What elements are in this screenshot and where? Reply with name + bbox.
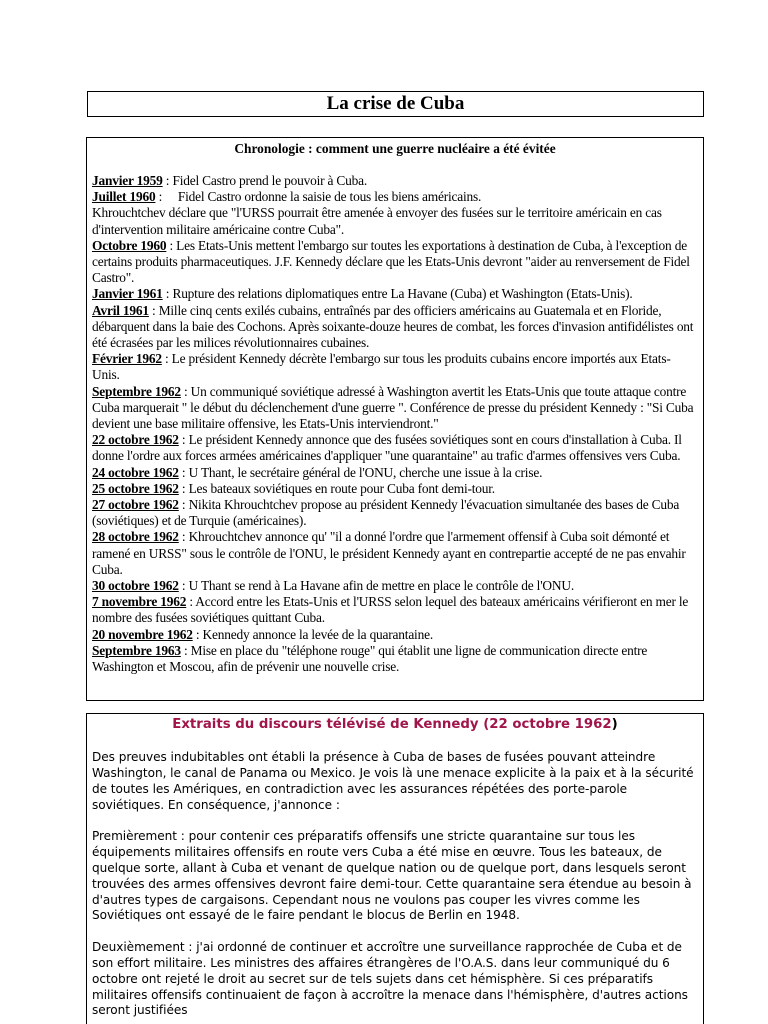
chronology-heading: Chronologie : comment une guerre nucléaire a été évitée <box>234 141 556 156</box>
entry-date: Février 1962 <box>92 351 162 367</box>
entry-text: : Rupture des relations diplomatiques entre La Havane (Cuba) et Washington (Etats-Unis). <box>162 286 633 302</box>
entry-text: : Mise en place du "téléphone rouge" qui établit une ligne de communication directe entre Washington et Moscou, afin de prévenir une nouvelle crise. <box>92 642 648 675</box>
chronology-entry <box>92 303 698 352</box>
entry-text: : Le président Kennedy décrète l'embargo sur tous les produits cubains encore importés aux Etats-Unis. <box>92 351 671 383</box>
chronology-entry <box>92 286 698 302</box>
chronology-entry <box>92 529 698 578</box>
speech-heading-close: ) <box>611 717 618 732</box>
entry-date: Octobre 1960 <box>92 237 167 253</box>
chronology-entry <box>92 189 698 205</box>
chronology-entry <box>92 627 698 643</box>
entry-text: : Fidel Castro prend le pouvoir à Cuba. <box>162 173 367 188</box>
entry-date: 27 octobre 1962 <box>92 497 179 513</box>
entry-date: 24 octobre 1962 <box>92 464 179 480</box>
entry-date: 22 octobre 1962 <box>92 432 179 448</box>
entry-text: : Mille cinq cents exilés cubains, entraînés par des officiers américains au Guatemala et en Floride, débarquent dans la baie des Cochons. Après soixante-douze heures de combat, les forces d'invasion antifidélistes ont été écrasées par les milices révolutionnaires cubaines. <box>92 302 694 351</box>
entry-text: : Fidel Castro ordonne la saisie de tous les biens américains. <box>155 189 482 205</box>
chronology-entry <box>92 432 698 464</box>
chronology-entry <box>92 205 698 237</box>
entry-text: : Khrouchtchev annonce qu' "il a donné l'ordre que l'armement offensif à Cuba soit démonté et ramené en URSS" sous le contrôle de l'ONU, le président Kennedy ayant en contrepartie accepté de ne pas envahir Cuba. <box>92 529 686 577</box>
title-box <box>87 91 704 117</box>
chronology-entry <box>92 351 698 383</box>
entry-text: : Kennedy annonce la levée de la quarantaine. <box>192 626 433 642</box>
entry-date: 30 octobre 1962 <box>92 578 179 594</box>
speech-heading-text: Extraits du discours télévisé de Kennedy (22 octobre 1962 <box>172 717 612 732</box>
chronology-entry <box>92 643 698 675</box>
entry-text: : Le président Kennedy annonce que des fusées soviétiques sont en cours d'installation à Cuba. Il donne l'ordre aux forces armées américaines d'appliquer "une quarantaine" au trafic d'armes offensives vers Cuba. <box>92 432 682 464</box>
chronology-entry <box>92 481 698 497</box>
chronology-entry <box>92 173 698 189</box>
chronology-entry <box>92 238 698 287</box>
entry-text: : Nikita Khrouchtchev propose au président Kennedy l'évacuation simultanée des bases de Cuba (soviétiques) et de Turquie (américaines). <box>92 497 680 529</box>
speech-paragraph: Premièrement : pour contenir ces préparatifs offensifs une stricte quarantaine sur tous les équipements militaires offensifs en route vers Cuba a été mise en œuvre. Tous les bateaux, de quelque sorte, allant à Cuba et venant de quelque nation ou de quelque port, dans lesquels seront trouvées des armes offensives devront faire demi-tour. Cette quarantaine sera étendue au besoin à d'autres types de cargaisons. Cependant nous ne voulons pas couper les vivres comme les Soviétiques ont essayé de le faire pendant le blocus de Berlin en 1948. <box>92 829 692 923</box>
entry-date: 7 novembre 1962 <box>92 594 187 610</box>
speech-excerpt-box <box>86 713 704 1024</box>
entry-text: : Les Etats-Unis mettent l'embargo sur toutes les exportations à destination de Cuba, à l'exception de certains produits pharmaceutiques. J.F. Kennedy déclare que les Etats-Unis devront "aider au renversement de Fidel Castro". <box>92 237 690 286</box>
entry-date: 20 novembre 1962 <box>92 626 193 642</box>
entry-date: Avril 1961 <box>92 302 149 318</box>
speech-paragraph: Des preuves indubitables ont établi la présence à Cuba de bases de fusées pouvant atteindre Washington, le canal de Panama ou Mexico. Je vois là une menace explicite à la paix et à la sécurité de toutes les Amériques, en contradiction avec les assurances répétées des porte-parole soviétiques. En conséquence, j'annonce : <box>92 750 694 812</box>
chronology-entry <box>92 578 698 594</box>
speech-heading <box>92 715 698 734</box>
entry-date: Janvier 1959 <box>92 173 163 188</box>
document-title: La crise de Cuba <box>326 93 465 114</box>
entry-date: Septembre 1962 <box>92 383 181 399</box>
chronology-box <box>86 137 704 701</box>
entry-text: : U Thant, le secrétaire général de l'ONU, cherche une issue à la crise. <box>178 464 543 480</box>
chronology-entry <box>92 384 698 433</box>
entry-date: Janvier 1961 <box>92 286 163 302</box>
chronology-entry <box>92 497 698 529</box>
chronology-entry <box>92 594 698 626</box>
chronology-list <box>92 173 698 675</box>
entry-text: : Un communiqué soviétique adressé à Washington avertit les Etats-Unis que toute attaque contre Cuba marquerait " le début du déclenchement d'une guerre ". Conférence de presse du président Kennedy : "Si Cuba devient une base militaire offensive, les Etats-Unis interviendront." <box>92 383 694 432</box>
entry-text: : Accord entre les Etats-Unis et l'URSS selon lequel des bateaux américains vérifieront en mer le nombre des fusées soviétiques quittant Cuba. <box>92 594 689 626</box>
entry-text: Khrouchtchev déclare que "l'URSS pourrait être amenée à envoyer des fusées sur le territoire américain en cas d'intervention militaire américaine contre Cuba". <box>92 205 662 237</box>
entry-date: 25 octobre 1962 <box>92 480 179 496</box>
chronology-entry <box>92 465 698 481</box>
speech-paragraph: Deuxièmement : j'ai ordonné de continuer et accroître une surveillance rapprochée de Cuba et de son effort militaire. Les ministres des affaires étrangères de l'O.A.S. dans leur communiqué du 6 octobre ont rejeté le droit au secret sur de tels sujets dans cet hémisphère. Si ces préparatifs militaires offensifs continuaient de façon à accroître la menace dans l'hémisphère, d'autres actions seront justifiées <box>92 940 688 1018</box>
entry-date: Septembre 1963 <box>92 642 181 658</box>
entry-text: : U Thant se rend à La Havane afin de mettre en place le contrôle de l'ONU. <box>178 578 574 594</box>
entry-date: Juillet 1960 <box>92 189 156 205</box>
entry-date: 28 octobre 1962 <box>92 529 179 545</box>
entry-text: : Les bateaux soviétiques en route pour Cuba font demi-tour. <box>178 480 495 496</box>
